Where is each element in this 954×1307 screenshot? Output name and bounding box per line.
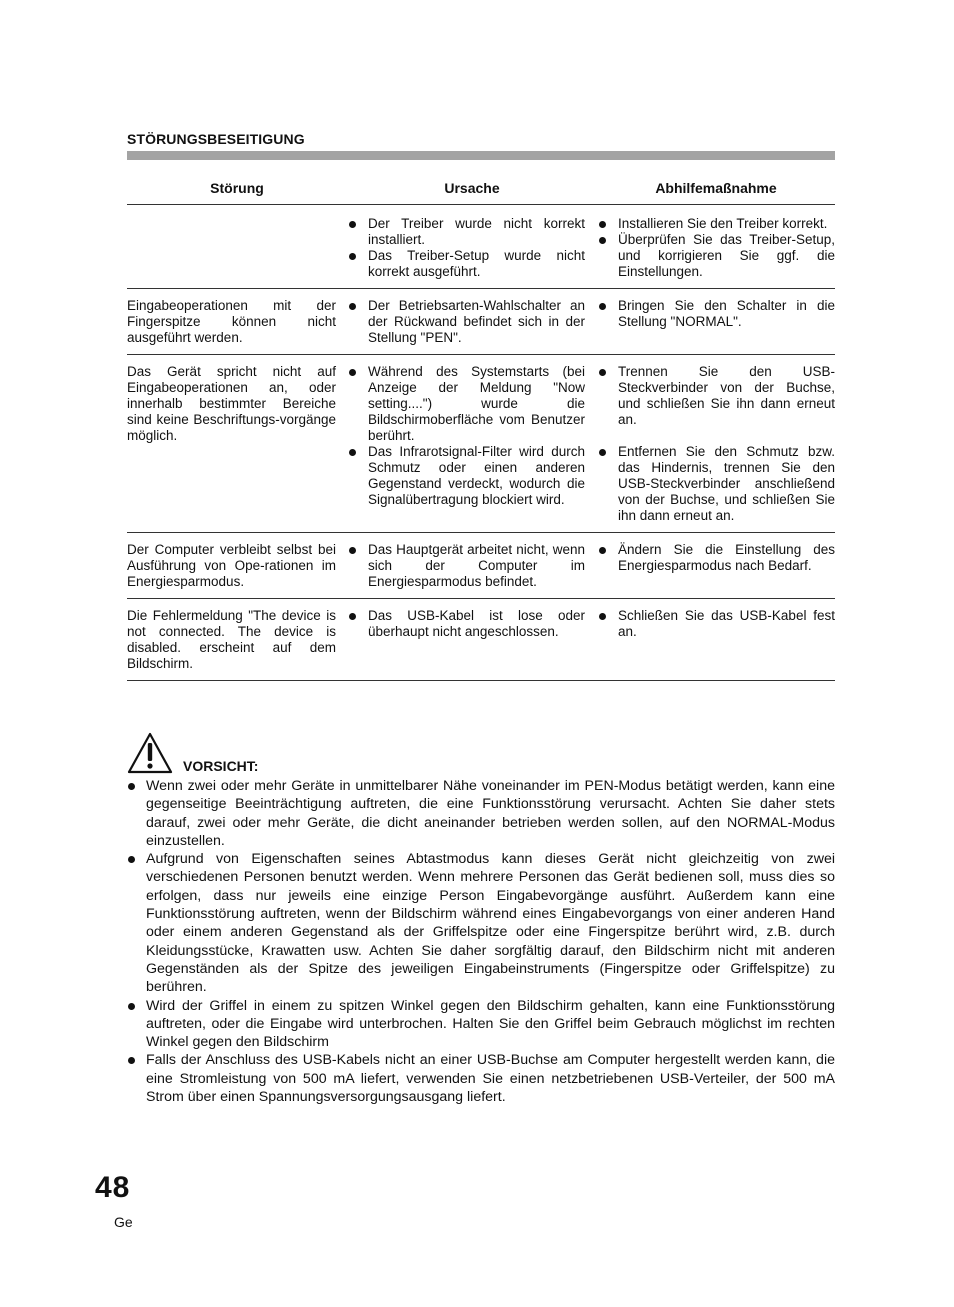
cause-item: Während des Systemstarts (bei Anzeige der Meldung "Now setting....") wurde die Bildschirmoberfläche vom Benutzer berührt. [347,364,585,444]
remedy-cell [597,289,835,355]
column-header-cause: Ursache [347,172,597,205]
cause-item: Das USB-Kabel ist lose oder überhaupt nicht angeschlossen. [347,608,585,640]
remedy-item: Schließen Sie das USB-Kabel fest an. [597,608,835,640]
remedy-cell [597,205,835,289]
caution-item: Aufgrund von Eigenschaften seines Abtastmodus kann dieses Gerät nicht gleichzeitig von zwei verschiedenen Personen benutzt werden. Wenn mehrere Personen das Gerät bedienen soll, muss dies so erfolgen, dass nur jeweils eine einzige Person Eingabevorgänge ausführt. Außerdem kann eine Funktionsstörung auftreten, wenn der Bildschirm während eines Eingabevorgangs von einer anderen Hand oder einem anderen Gegenstand als der Griffelspitze oder eine Fingerspitze berührt wird, z.B. durch Kleidungsstücke, Krawatten usw. Achten Sie daher sorgfältig darauf, den Bildschirm nicht mit anderen Gegenständen als der Spitze des jeweiligen Eingabeinstruments (Fingerspitze oder Griffelspitze) zu berühren. [127,850,835,996]
language-code: Ge [114,1214,133,1230]
table-row [127,205,835,289]
cause-item: Das Treiber-Setup wurde nicht korrekt ausgeführt. [347,248,585,280]
cause-item: Das Hauptgerät arbeitet nicht, wenn sich der Computer im Energiesparmodus befindet. [347,542,585,590]
remedy-cell [597,533,835,599]
remedy-item: Trennen Sie den USB-Steckverbinder von der Buchse, und schließen Sie ihn dann erneut an. [597,364,835,428]
cause-item: Das Infrarotsignal-Filter wird durch Schmutz oder einen anderen Gegenstand verdeckt, wodurch die Signalübertragung blockiert wird. [347,444,585,508]
troubleshooting-table [127,172,835,681]
problem-cell: Der Computer verbleibt selbst bei Ausführung von Ope-rationen im Energiesparmodus. [127,533,347,599]
remedy-cell [597,599,835,681]
table-row [127,599,835,681]
remedy-item: Installieren Sie den Treiber korrekt. [597,216,835,232]
table-row [127,355,835,533]
problem-cell: Die Fehlermeldung "The device is not connected. The device is disabled. erscheint auf dem Bildschirm. [127,599,347,681]
cause-cell [347,205,597,289]
cause-item: Der Treiber wurde nicht korrekt installiert. [347,216,585,248]
caution-item: Falls der Anschluss des USB-Kabels nicht an einer USB-Buchse am Computer hergestellt werden kann, die eine Stromleistung von 500 mA liefert, verwenden Sie einen netzbetriebenen USB-Verteiler, der 500 mA Strom über einen Spannungsversorgungsausgang liefert. [127,1051,835,1106]
section-divider-bar [127,151,835,160]
problem-cell: Das Gerät spricht nicht auf Eingabeoperationen an, oder innerhalb bestimmter Bereiche sind keine Beschriftungs-vorgänge möglich. [127,355,347,533]
cause-cell [347,289,597,355]
cause-item: Der Betriebsarten-Wahlschalter an der Rückwand befindet sich in der Stellung "PEN". [347,298,585,346]
column-header-remedy: Abhilfemaßnahme [597,172,835,205]
warning-triangle-icon [127,732,173,774]
page-number: 48 [95,1171,131,1204]
problem-cell: Eingabeoperationen mit der Fingerspitze können nicht ausgeführt werden. [127,289,347,355]
table-header-row [127,172,835,205]
caution-list [127,777,835,1106]
caution-item: Wird der Griffel in einem zu spitzen Winkel gegen den Bildschirm gehalten, kann eine Funktionsstörung auftreten, oder die Eingabe wird unterbrochen. Halten Sie den Griffel beim Gebrauch möglichst im rechten Winkel gegen den Bildschirm [127,997,835,1052]
remedy-item: Ändern Sie die Einstellung des Energiesparmodus nach Bedarf. [597,542,835,574]
caution-title: VORSICHT: [183,758,259,774]
cause-cell [347,355,597,533]
table-row [127,289,835,355]
caution-item: Wenn zwei oder mehr Geräte in unmittelbarer Nähe voneinander im PEN-Modus betätigt werden, kann eine gegenseitige Beeinträchtigung auftreten, die eine Funktionsstörung verursacht. Achten Sie daher stets darauf, zwei oder mehr Geräte, die dicht aneinander betrieben werden sollen, auf den NORMAL-Modus einzustellen. [127,777,835,850]
remedy-item: Bringen Sie den Schalter in die Stellung "NORMAL". [597,298,835,330]
cause-cell [347,533,597,599]
cause-cell [347,599,597,681]
section-title: STÖRUNGSBESEITIGUNG [127,131,305,147]
remedy-cell [597,355,835,533]
table-row [127,533,835,599]
column-header-problem: Störung [127,172,347,205]
remedy-item: Überprüfen Sie das Treiber-Setup, und korrigieren Sie ggf. die Einstellungen. [597,232,835,280]
remedy-item: Entfernen Sie den Schmutz bzw. das Hindernis, trennen Sie den USB-Steckverbinder anschließend von der Buchse, und schließen Sie ihn dann erneut an. [597,444,835,524]
problem-cell [127,205,347,289]
